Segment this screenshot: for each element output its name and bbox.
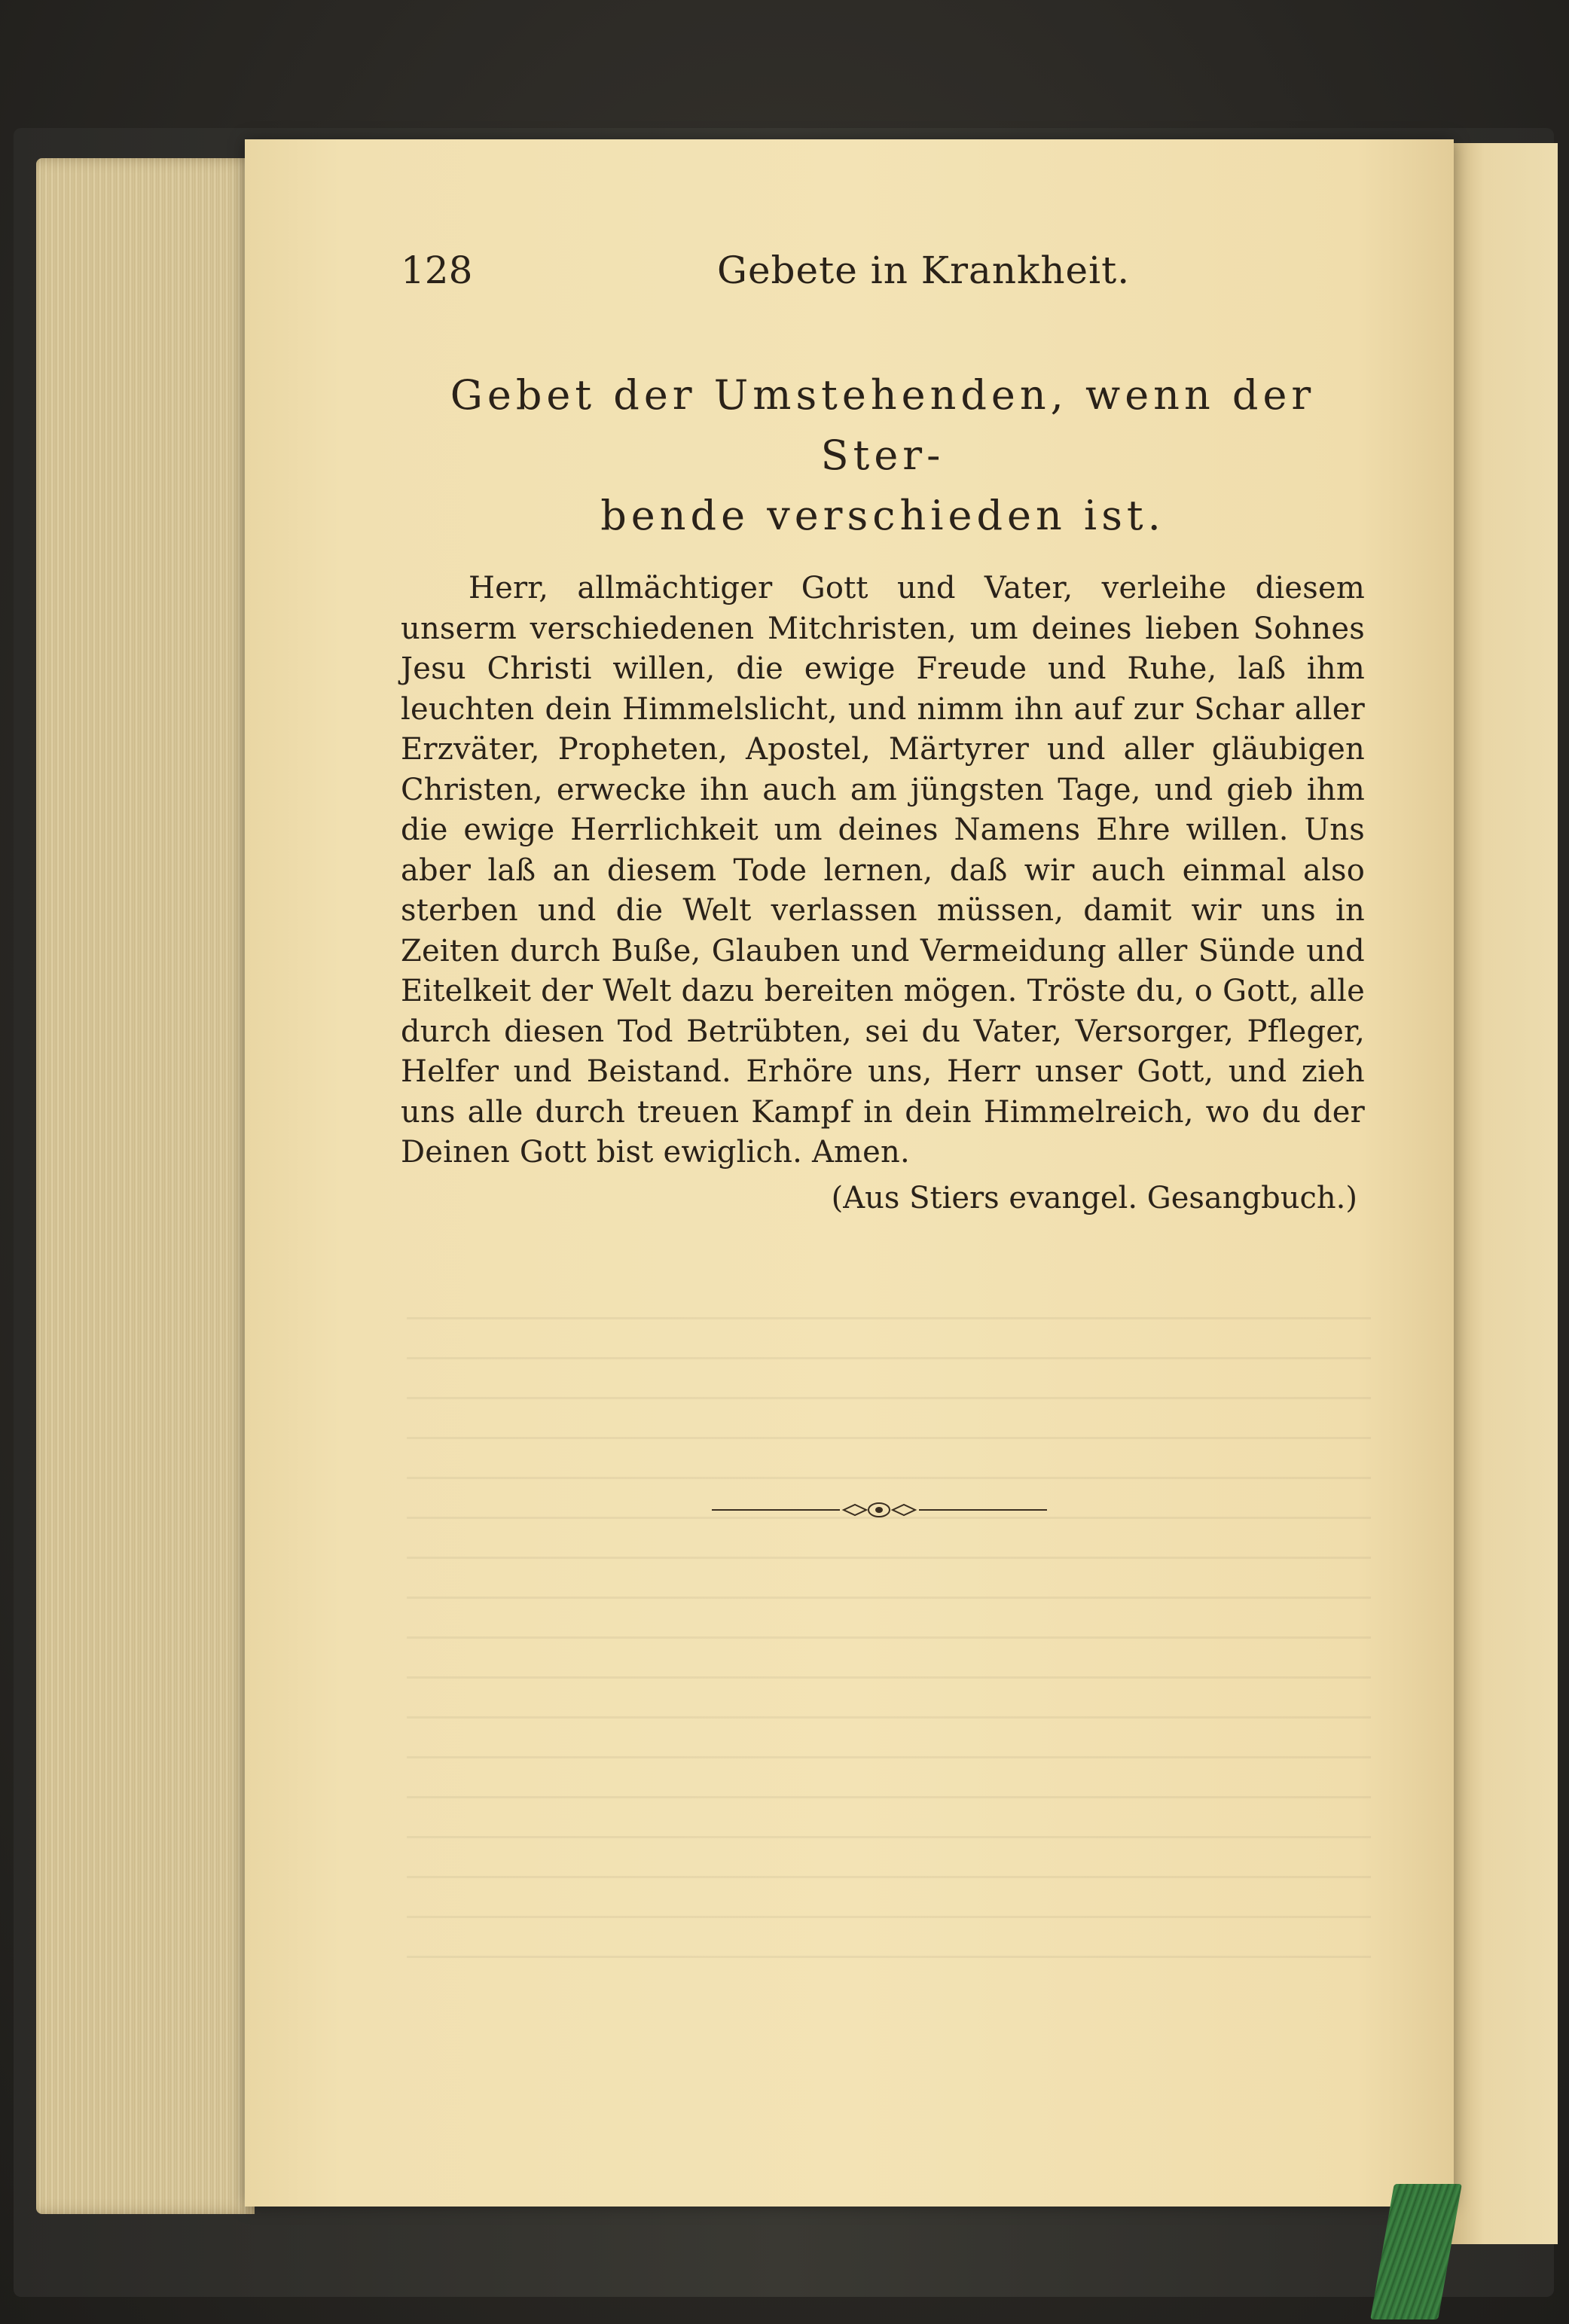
ornament-divider [712,1499,1047,1521]
page-text-block [401,249,1365,1215]
ornament-line-left [712,1509,840,1511]
page-header [401,249,1365,301]
show-through-text [407,1280,1371,1958]
page-number: 128 [401,249,473,292]
ornament-glyph-icon [840,1499,919,1521]
prayer-text: Herr, allmächtiger Gott und Vater, verleihe diesem unserm verschiedenen Mitchristen, um deines lieben Sohnes Jesu Christi willen, die ewige Freude und Ruhe, laß ihm leuchten dein Himmelslicht, und nimm ihn auf zur Schar aller Erzväter, Propheten, Apostel, Märtyrer und aller gläubigen Christen, erwecke ihn auch am jüngsten Tage, und gieb ihm die ewige Herrlichkeit um deines Namens Ehre willen. Uns aber laß an diesem Tode lernen, daß wir auch einmal also sterben und die Welt verlassen müssen, damit wir uns in Zeiten durch Buße, Glauben und Vermeidung aller Sünde und Eitelkeit der Welt dazu bereiten mögen. Tröste du, o Gott, alle durch diesen Tod Betrübten, sei du Vater, Versorger, Pfleger, Helfer und Beistand. Erhöre uns, Herr unser Gott, und zieh uns alle durch treuen Kampf in dein Himmelreich, wo du der Deinen Gott bist ewiglich. Amen. [401,571,1365,1170]
section-title-line-1: Gebet der Umstehenden, wenn der Ster- [450,371,1316,479]
section-title [401,365,1365,546]
running-title: Gebete in Krankheit. [717,249,1131,292]
ornament-line-right [919,1509,1047,1511]
source-citation: (Aus Stiers evangel. Gesangbuch.) [831,1180,1357,1215]
page-edges [36,158,255,2214]
section-title-line-2: bende verschieden ist. [600,492,1165,539]
facing-page [1442,143,1558,2244]
